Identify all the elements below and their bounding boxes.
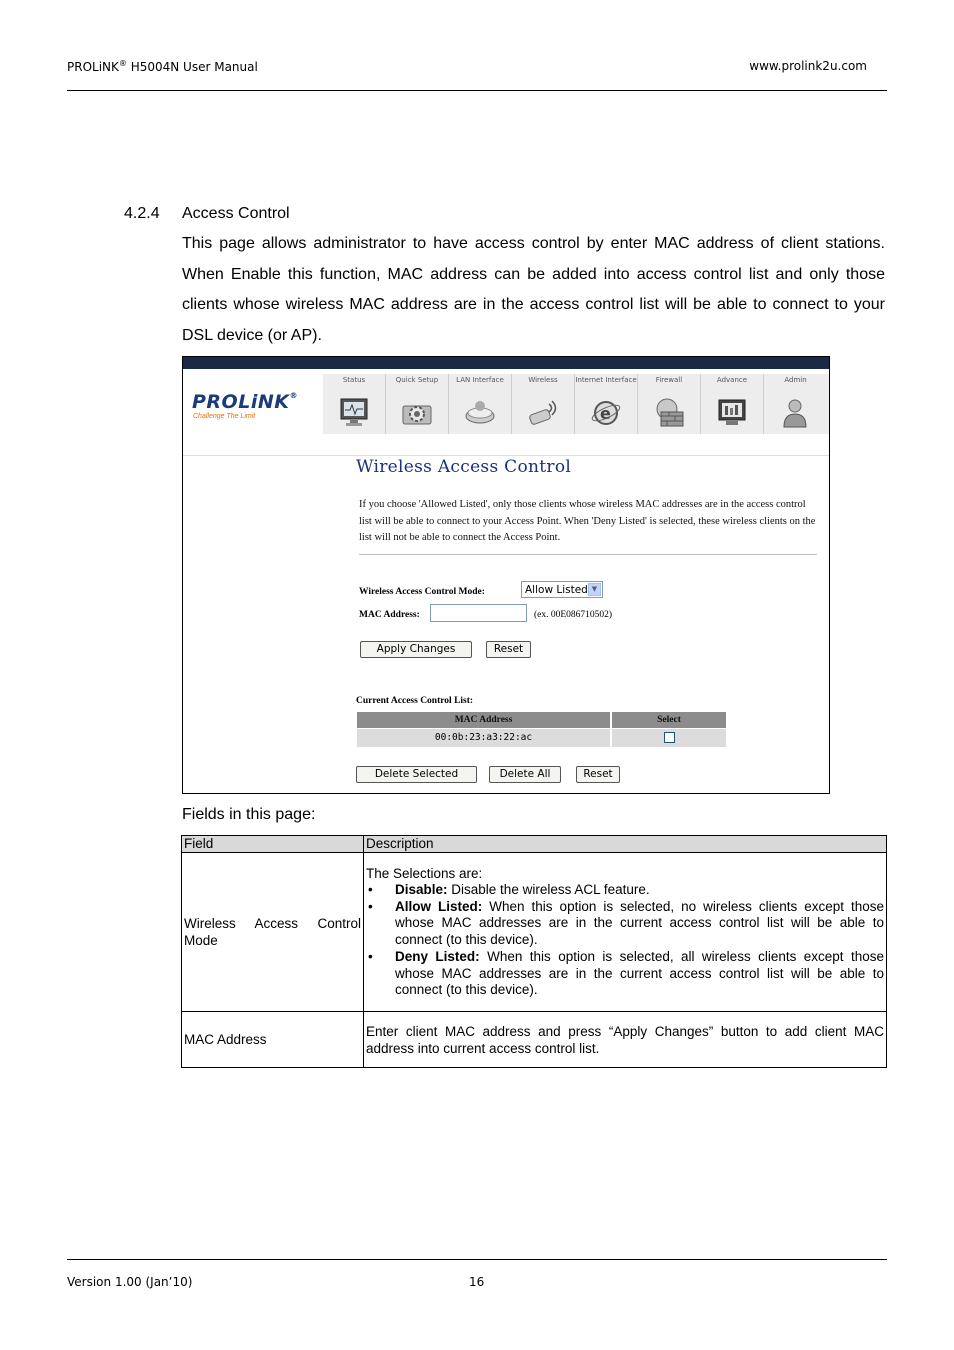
nav-internet-interface[interactable]: Internet Interface e: [575, 374, 638, 434]
svg-text:e: e: [600, 404, 611, 423]
select-checkbox[interactable]: [664, 732, 675, 743]
list-item: • Deny Listed: When this option is selected, all wireless clients except those whose MAC addresses are in the current access control list will be able to connect (to this device).: [366, 949, 884, 999]
model: H5004N User Manual: [126, 60, 258, 74]
fields-caption: Fields in this page:: [182, 806, 316, 823]
mode-label: Wireless Access Control Mode:: [359, 587, 485, 597]
user-icon: [779, 396, 811, 428]
nav-bar: [323, 374, 829, 434]
nav-quick-setup[interactable]: Quick Setup: [386, 374, 449, 434]
nav-status[interactable]: Status: [323, 374, 386, 434]
header-site: www.prolink2u.com: [749, 59, 867, 73]
list-item: • Disable: Disable the wireless ACL feature.: [366, 882, 884, 899]
mac-hint: (ex. 00E086710502): [534, 610, 613, 620]
prolink-logo: PROLiNK®: [192, 391, 298, 413]
page-number: 16: [469, 1275, 485, 1289]
chevron-down-icon[interactable]: ▼: [588, 583, 601, 596]
nav-wireless[interactable]: Wireless: [512, 374, 575, 434]
nav-admin[interactable]: Admin: [764, 374, 827, 434]
header-title: [67, 59, 258, 74]
col-mac-header: MAC Address: [357, 712, 610, 728]
registered-mark: ®: [118, 59, 127, 68]
nav-advance[interactable]: Advance: [701, 374, 764, 434]
firewall-icon: [653, 396, 685, 428]
section-title: Access Control: [182, 205, 290, 222]
reset-list-button[interactable]: Reset: [576, 766, 620, 783]
col-select-header: Select: [612, 712, 726, 728]
wireless-adapter-icon: [527, 396, 559, 428]
internet-explorer-icon: [590, 396, 622, 428]
footer-rule: [67, 1259, 887, 1260]
fields-table: [181, 835, 887, 1068]
row-select-cell: [612, 729, 726, 747]
brand: PROLiNK: [67, 60, 119, 74]
row2-description: Enter client MAC address and press “Apply Changes” button to add client MAC address into current access control list.: [364, 1012, 887, 1068]
page-description: If you choose 'Allowed Listed', only those clients whose wireless MAC addresses are in the access control list will be able to connect to your Access Point. When 'Deny Listed' is selected, these wireless clients on the list will not be able to connect the Access Point.: [359, 499, 816, 543]
screenshot-divider: [183, 455, 829, 456]
section-number: 4.2.4: [124, 205, 160, 222]
apply-changes-button[interactable]: Apply Changes: [360, 641, 472, 658]
nav-lan-interface[interactable]: LAN Interface: [449, 374, 512, 434]
section-intro: This page allows administrator to have access control by enter MAC address of client stations. When Enable this function, MAC address can be added into access control list and only those clients whose wireless MAC address are in the access control list will be able to connect to your DSL device (or AP).: [182, 235, 885, 344]
page-title: Wireless Access Control: [356, 457, 572, 477]
router-screenshot: [182, 356, 830, 794]
footer-version: Version 1.00 (Jan’10): [67, 1275, 193, 1289]
row1-field: Wireless Access Control Mode: [182, 853, 364, 1012]
nav-firewall[interactable]: Firewall: [638, 374, 701, 434]
gear-icon: [401, 396, 433, 428]
row-mac-value: 00:0b:23:a3:22:ac: [357, 729, 610, 747]
row2-field: MAC Address: [182, 1012, 364, 1068]
monitor-icon: [338, 396, 370, 428]
selection-list: [366, 882, 884, 1000]
row1-intro: The Selections are:: [366, 865, 483, 881]
logo-area: [183, 369, 323, 447]
list-label: Current Access Control List:: [356, 696, 474, 706]
delete-selected-button[interactable]: Delete Selected: [356, 766, 477, 783]
mac-address-input[interactable]: [430, 604, 527, 622]
list-item: • Allow Listed: When this option is selected, no wireless clients except those whose MAC addresses are in the current access control list will be able to connect (to this device).: [366, 899, 884, 949]
delete-all-button[interactable]: Delete All: [489, 766, 561, 783]
header-rule: [67, 90, 887, 91]
logo-tagline: Challenge The Limit: [193, 413, 256, 420]
advance-monitor-icon: [716, 396, 748, 428]
table-header-row: [182, 836, 887, 853]
table-row: [182, 853, 887, 1012]
screenshot-topbar: [183, 357, 829, 369]
description-rule: [359, 554, 817, 555]
router-icon: [464, 396, 496, 428]
reset-button[interactable]: Reset: [486, 641, 531, 658]
col-description-header: Description: [364, 836, 887, 853]
row1-description: [364, 853, 887, 1012]
col-field-header: Field: [182, 836, 364, 853]
table-row: [182, 1012, 887, 1068]
mode-select[interactable]: Allow Listed ▼: [521, 581, 603, 598]
mac-label: MAC Address:: [359, 610, 420, 620]
